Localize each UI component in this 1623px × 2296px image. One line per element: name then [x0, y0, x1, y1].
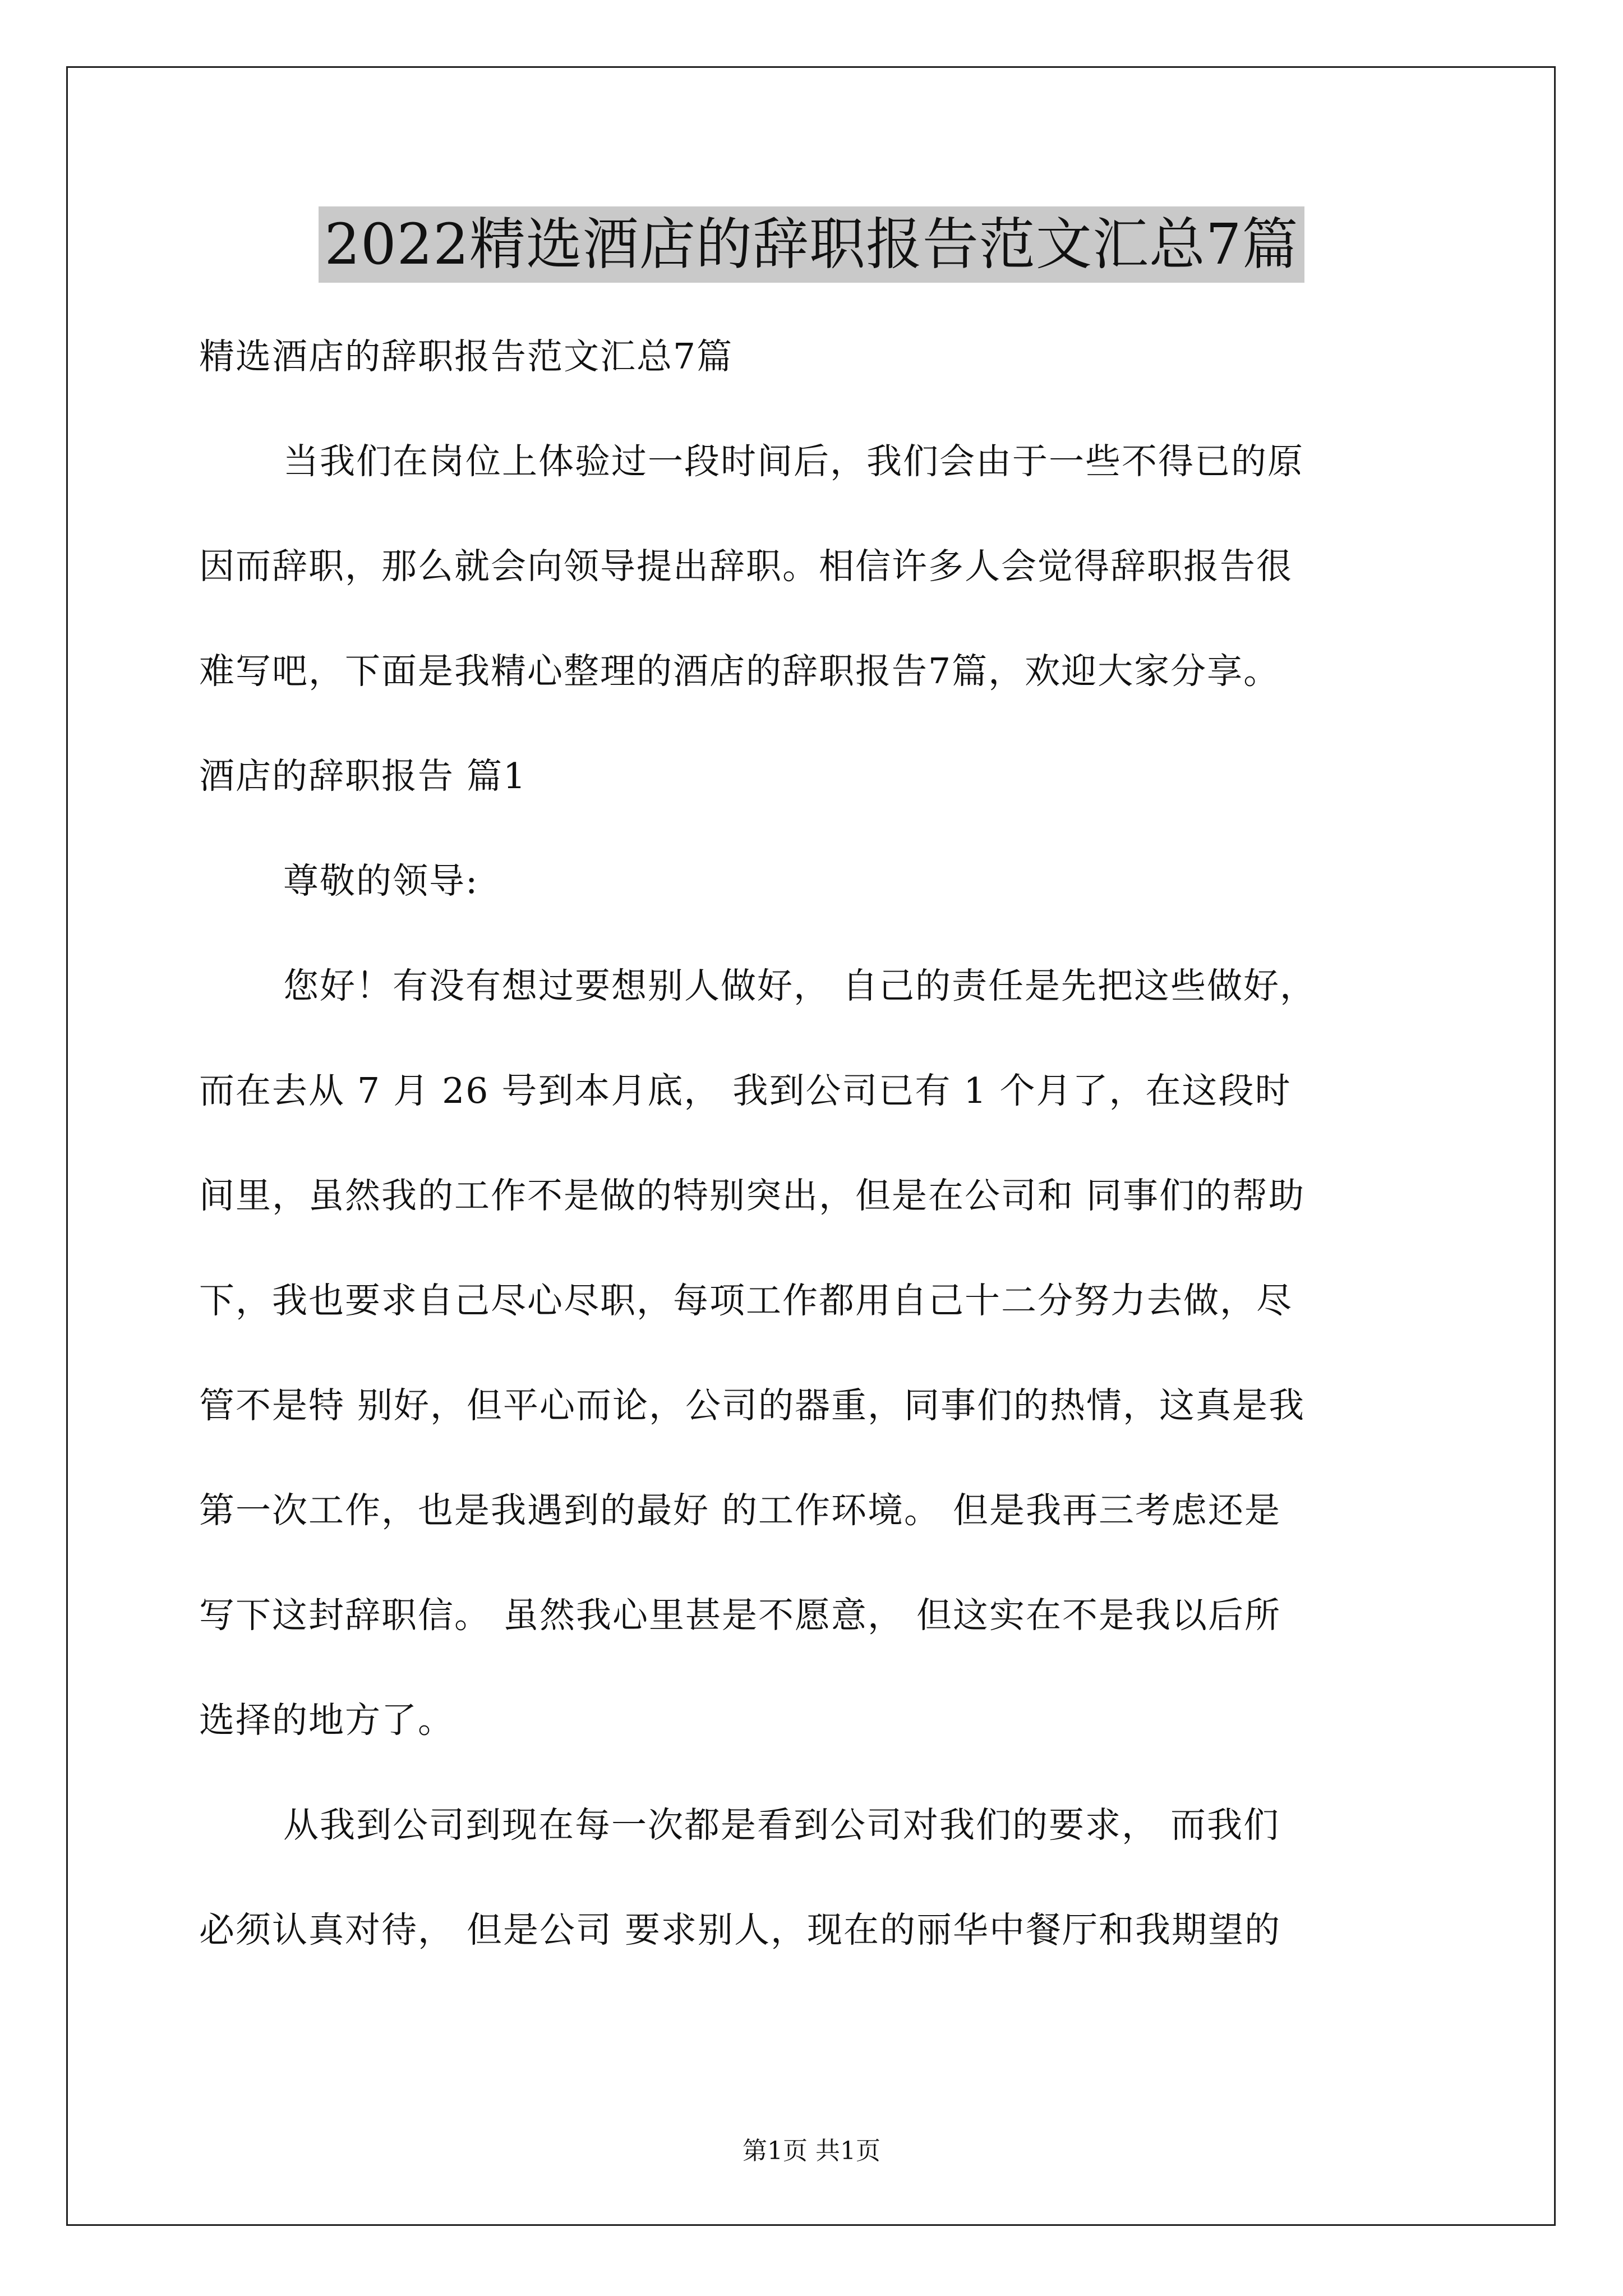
document-title: 2022精选酒店的辞职报告范文汇总7篇 [319, 206, 1304, 283]
paragraph-line: 写下这封辞职信。 虽然我心里甚是不愿意， 但这实在不是我以后所 [199, 1595, 1281, 1636]
paragraph-line: 必须认真对待， 但是公司 要求别人，现在的丽华中餐厅和我期望的 [199, 1910, 1281, 1950]
section-heading: 酒店的辞职报告 篇1 [199, 756, 527, 797]
paragraph-line: 从我到公司到现在每一次都是看到公司对我们的要求， 而我们 [283, 1805, 1280, 1846]
paragraph-line: 间里，虽然我的工作不是做的特别突出，但是在公司和 同事们的帮助 [199, 1175, 1306, 1216]
paragraph-line: 您好！有没有想过要想别人做好， 自己的责任是先把这些做好， [283, 965, 1317, 1006]
paragraph-line: 当我们在岗位上体验过一段时间后，我们会由于一些不得已的原 [283, 441, 1304, 482]
title-container [0, 206, 1623, 283]
document-body [199, 304, 1433, 1982]
paragraph-line: 选择的地方了。 [199, 1700, 454, 1741]
salutation: 尊敬的领导: [283, 861, 479, 901]
paragraph-line: 第一次工作，也是我遇到的最好 的工作环境。 但是我再三考虑还是 [199, 1490, 1281, 1531]
paragraph-line: 管不是特 别好，但平心而论，公司的器重，同事们的热情，这真是我 [199, 1385, 1306, 1426]
paragraph-line: 下，我也要求自己尽心尽职，每项工作都用自己十二分努力去做，尽 [199, 1280, 1293, 1321]
paragraph-line: 而在去从 7 月 26 号到本月底， 我到公司已有 1 个月了，在这段时 [199, 1070, 1292, 1111]
page-number-footer: 第1页 共1页 [743, 2137, 880, 2165]
subtitle-line: 精选酒店的辞职报告范文汇总7篇 [199, 336, 734, 377]
paragraph-line: 难写吧，下面是我精心整理的酒店的辞职报告7篇，欢迎大家分享。 [199, 651, 1280, 692]
paragraph-line: 因而辞职，那么就会向领导提出辞职。相信许多人会觉得辞职报告很 [199, 546, 1293, 587]
